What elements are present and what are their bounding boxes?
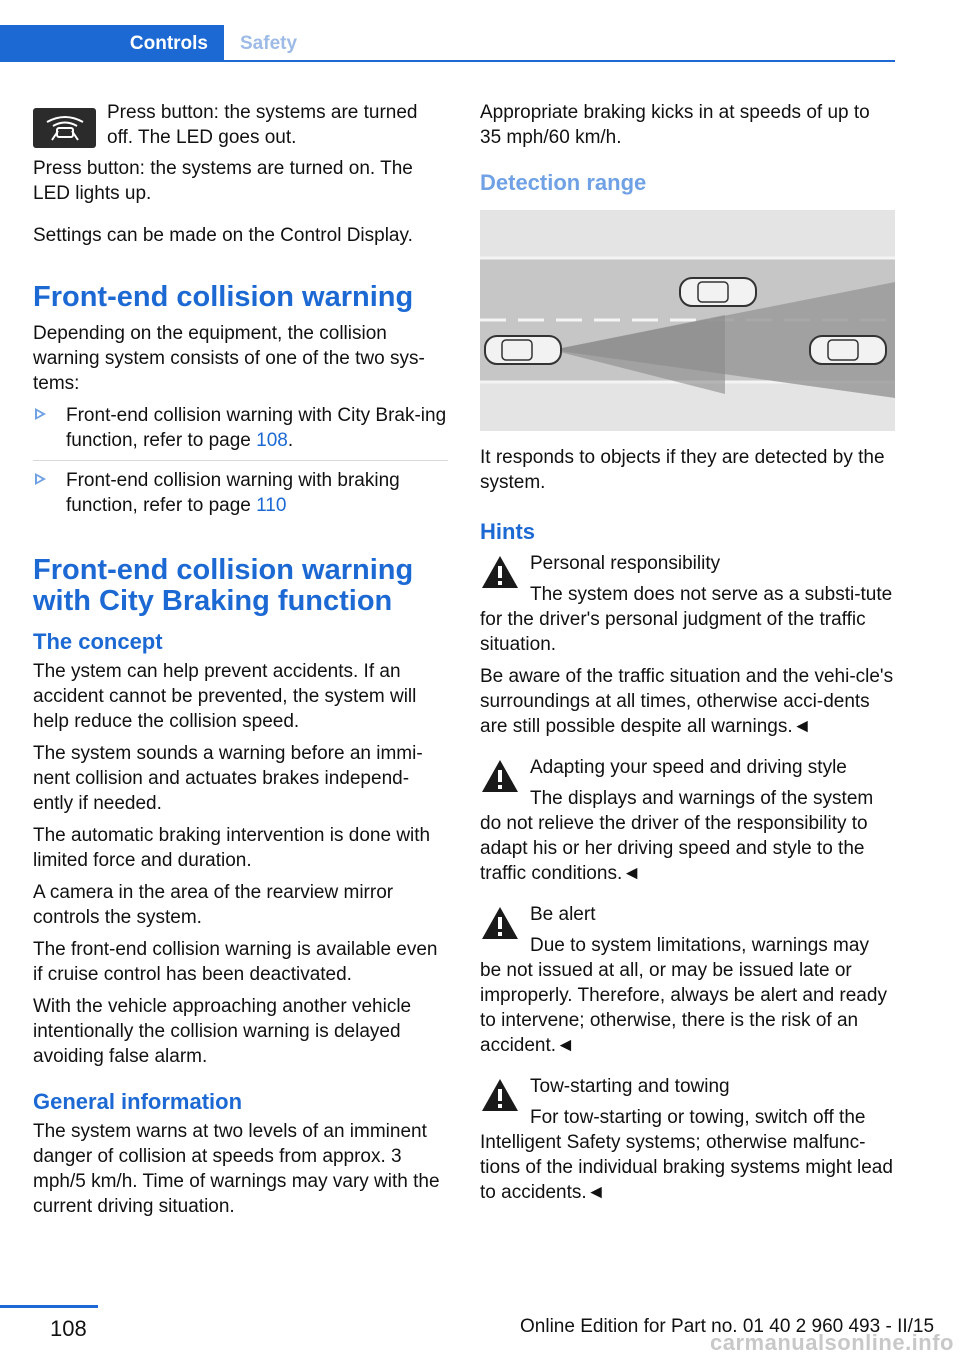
warning-triangle-icon: [480, 758, 520, 794]
warning-personal-responsibility: Personal responsibility The system does not serve as a substi‐tute for the driver's personal judgment of the traffic situation. Be aware of the traffic situation and the vehi‐cle's surroundings at all times, otherwise acci‐dents are still possible despite all warnings.◄: [480, 553, 894, 737]
header-tabbar: [0, 25, 895, 62]
watermark: carmanualsonline.info: [710, 1330, 954, 1355]
car-own-icon: [485, 336, 561, 364]
systems-on-text: Press button: the systems are turned on. The LED lights up.: [33, 158, 413, 204]
page-link-108[interactable]: 108: [256, 430, 288, 451]
intelligent-safety-button-icon: [33, 108, 96, 148]
right-column: [480, 100, 895, 1221]
concept-paragraph: With the vehicle approaching another vehicle intentionally the collision warning is delayed avoiding false alarm.: [33, 996, 412, 1067]
button-off-text: Press button: the systems are turned off. The LED goes out.: [107, 102, 418, 148]
concept-paragraph: The ystem can help prevent accidents. If an accident cannot be prevented, the system will help reduce the collision speed.: [33, 661, 417, 732]
heading-city-braking: Front-end collision warning with City Braking function: [33, 554, 414, 617]
heading-front-end-collision-warning: Front-end collision warning: [33, 281, 414, 313]
concept-paragraph: A camera in the area of the rearview mirror controls the system.: [33, 882, 394, 928]
warning-triangle-icon: [480, 554, 520, 590]
concept-paragraph: The front-end collision warning is available even if cruise control has been deactivated.: [33, 939, 438, 985]
heading-general-information: General information: [33, 1089, 243, 1114]
concept-paragraph: The system sounds a warning before an immi‐nent collision and actuates brakes independ‐ently if needed.: [33, 743, 423, 814]
left-column: [33, 100, 448, 1226]
button-description: [33, 100, 448, 152]
tab-safety[interactable]: Safety: [240, 32, 298, 54]
warning-adapting-speed: Adapting your speed and driving style The displays and warnings of the system do not relieve the driver of the responsibility to adapt his or her driving speed and style to the traffic conditions.◄: [480, 757, 874, 884]
depending-text: Depending on the equipment, the collision warning system consists of one of the two sys‐tems:: [33, 323, 425, 394]
settings-text: Settings can be made on the Control Display.: [33, 225, 413, 246]
list-item: Front-end collision warning with braking function, refer to page 110: [33, 468, 448, 525]
triangle-bullet-icon: [35, 408, 46, 420]
equipment-list: [33, 403, 448, 525]
heading-hints: Hints: [480, 519, 535, 544]
heading-detection-range: Detection range: [480, 170, 647, 195]
tab-controls[interactable]: Controls: [0, 25, 224, 62]
warning-be-alert: Be alert Due to system limitations, warnings may be not issued at all, or may be issued late or improperly. Therefore, always be alert and ready to intervene; otherwise, there is the risk of an accident.◄: [480, 904, 887, 1056]
detection-range-diagram: [480, 210, 895, 431]
concept-paragraph: The automatic braking intervention is done with limited force and duration.: [33, 825, 431, 871]
braking-speed-text: Appropriate braking kicks in at speeds of up to 35 mph/60 km/h.: [480, 102, 870, 148]
warning-triangle-icon: [480, 1077, 520, 1113]
list-item: Front-end collision warning with City Brak‐ing function, refer to page 108.: [33, 403, 448, 461]
car-front-icon: [680, 278, 756, 306]
footer-accent-line: [0, 1305, 98, 1308]
general-paragraph: The system warns at two levels of an imminent danger of collision at speeds from approx. 3 mph/5 km/h. Time of warnings may vary with the current driving situation.: [33, 1121, 440, 1217]
car-ahead-icon: [810, 336, 886, 364]
triangle-bullet-icon: [35, 473, 46, 485]
warning-tow-starting: Tow-starting and towing For tow-starting or towing, switch off the Intelligent Safety systems; otherwise malfunc‐tions of the individual braking systems might lead to accidents.◄: [480, 1076, 893, 1203]
heading-the-concept: The concept: [33, 629, 163, 654]
warning-triangle-icon: [480, 905, 520, 941]
edition-text: Online Edition for Part no. 01 40 2 960 493 - II/15: [520, 1316, 935, 1337]
responds-text: It responds to objects if they are detected by the system.: [480, 447, 885, 493]
page-link-110[interactable]: 110: [256, 495, 287, 516]
page-number: 108: [50, 1316, 87, 1341]
